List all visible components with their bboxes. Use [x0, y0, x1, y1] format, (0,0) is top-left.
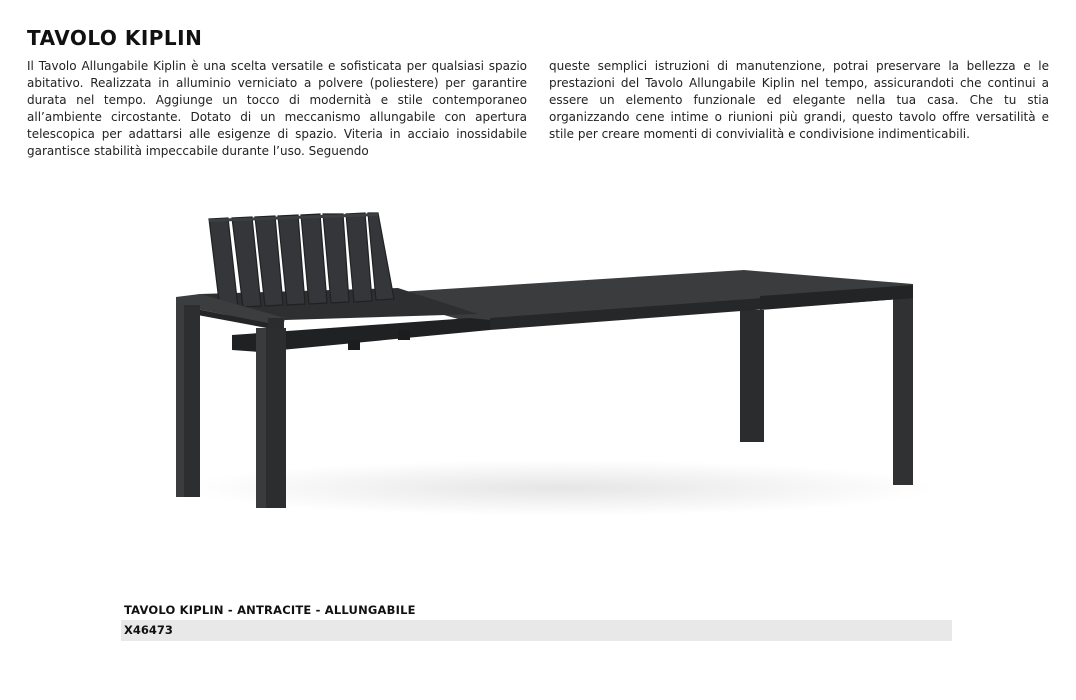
extension-leaf — [209, 213, 394, 309]
product-code-bar — [121, 620, 952, 641]
floor-shadow — [180, 460, 940, 516]
page-title: TAVOLO KIPLIN — [27, 26, 203, 50]
description-left: Il Tavolo Allungabile Kiplin è una scelta versatile e sofisticata per qualsiasi spazio abitativo. Realizzata in alluminio verniciato a polvere (poliestere) per garantire durata nel tempo. Aggiunge un tocco di modernità e stile contemporaneo all’ambiente circostante. Dotato di un meccanismo allungabile con apertura telescopica per adattarsi alle esigenze di spazio. Viteria in acciaio inossidabile garantisce stabilità impeccabile durante l’uso. Seguendo — [27, 59, 527, 159]
product-image — [0, 150, 1076, 580]
product-code: X46473 — [124, 623, 173, 637]
description-right: queste semplici istruzioni di manutenzione, potrai preservare la bellezza e le prestazioni del Tavolo Allungabile Kiplin nel tempo, assicurandoti che continui a essere un elemento funzionale ed elegante nella tua casa. Che tu stia organizzando cene intime o riunioni più grandi, questo tavolo offre versatilità e stile per creare momenti di convivialità e condivisione indimenticabili. — [549, 59, 1049, 142]
product-name: TAVOLO KIPLIN - ANTRACITE - ALLUNGABILE — [124, 603, 416, 617]
table-leg — [893, 292, 913, 485]
table-leg — [740, 310, 764, 442]
